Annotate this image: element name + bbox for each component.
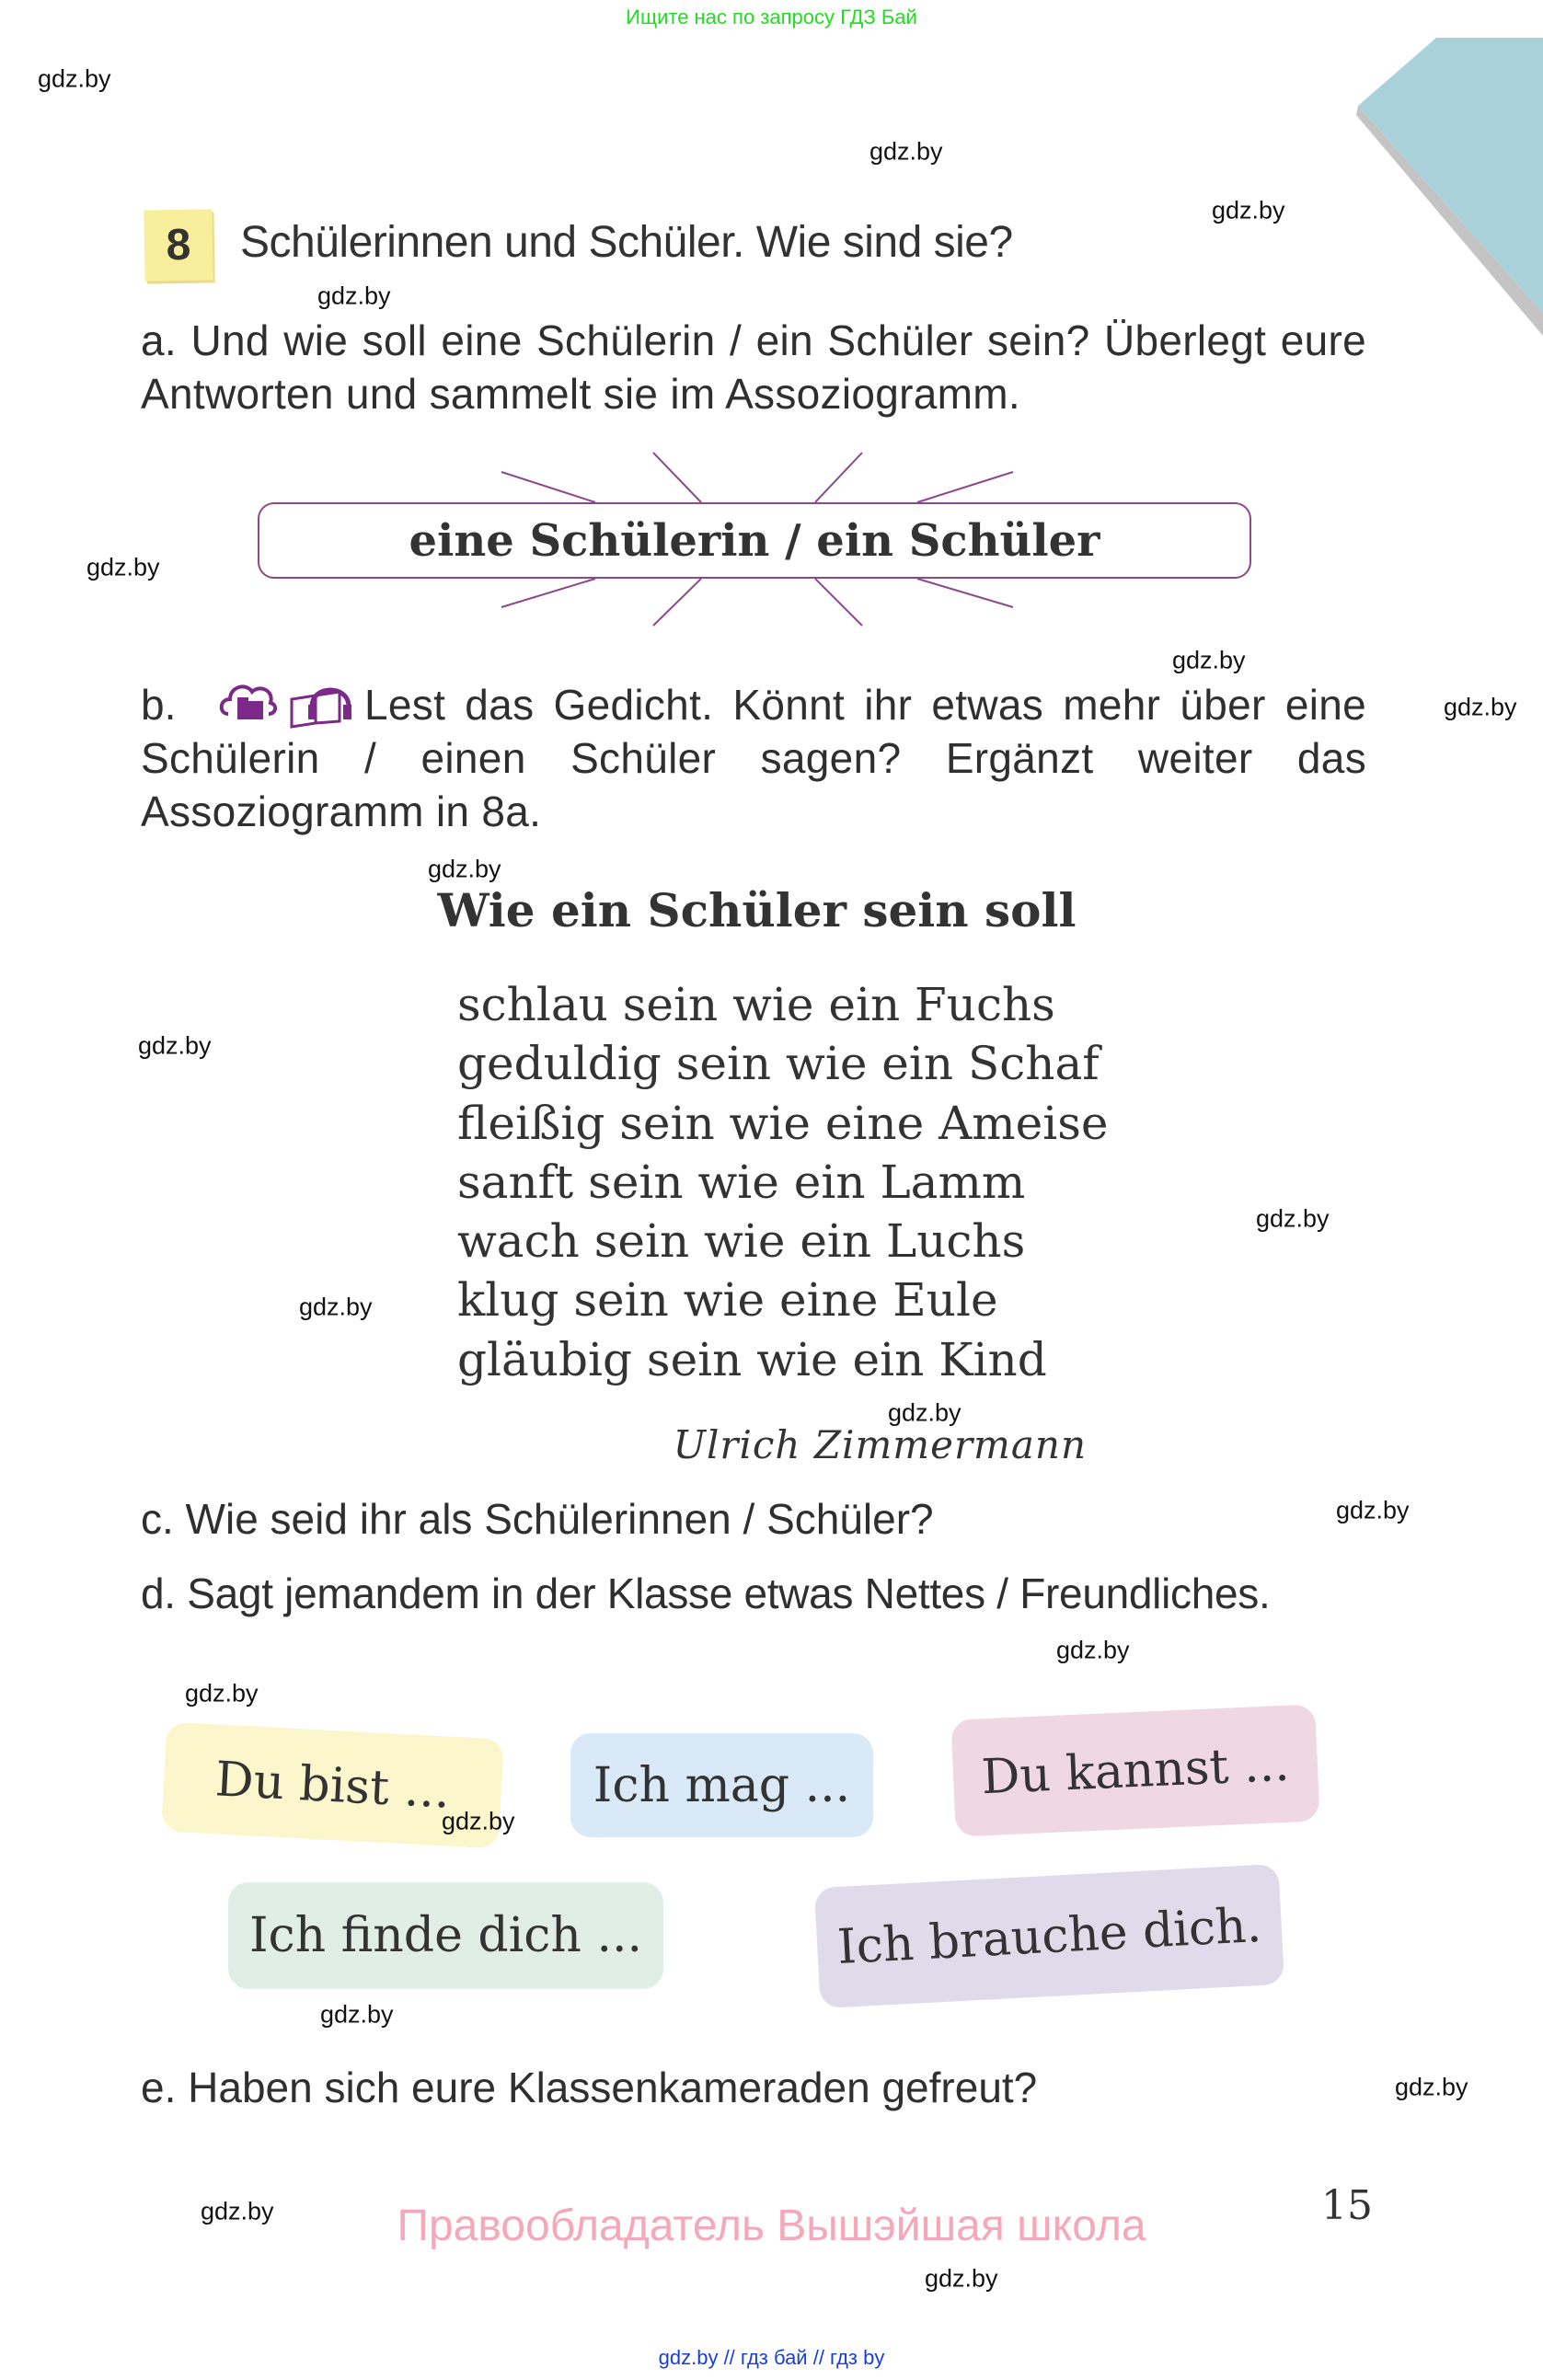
book-headphones-icon	[288, 679, 354, 729]
watermark: gdz.by	[1056, 1636, 1130, 1664]
poem-line: geduldig sein wie ein Schaf	[457, 1037, 1100, 1091]
watermark: gdz.by	[869, 137, 943, 166]
task-b: Lest das Gedicht. Könnt ihr etwas mehr über eine Schülerin / einen Schüler sagen? Ergänzt weiter das Assoziogramm in 8a.	[141, 681, 1366, 835]
task-b-label: b.	[141, 681, 177, 729]
sticker-ich-brauche-dich: Ich brauche dich.	[814, 1864, 1284, 2008]
sticker-ich-finde-dich: Ich finde dich ...	[228, 1882, 663, 1989]
watermark: gdz.by	[317, 282, 391, 310]
poem-line: wach sein wie ein Luchs	[457, 1214, 1026, 1269]
task-c: c. Wie seid ihr als Schülerinnen / Schüler?	[141, 1495, 934, 1543]
watermark: gdz.by	[1256, 1204, 1330, 1233]
task-a: a. Und wie soll eine Schülerin / ein Schüler sein? Überlegt eure Antworten und sammelt sie im Assoziogramm.	[141, 316, 1366, 418]
watermark: gdz.by	[888, 1398, 961, 1427]
watermark: gdz.by	[38, 64, 111, 93]
exercise-number: 8	[144, 209, 213, 281]
watermark: gdz.by	[86, 553, 160, 581]
top-search-note: Ищите нас по запросу ГДЗ Бай	[626, 6, 917, 29]
page-number: 15	[1321, 2182, 1373, 2229]
watermark: gdz.by	[138, 1031, 212, 1060]
watermark: gdz.by	[1395, 2073, 1468, 2101]
watermark: gdz.by	[428, 855, 501, 883]
watermark: gdz.by	[1444, 693, 1517, 721]
exercise-title: Schülerinnen und Schüler. Wie sind sie?	[240, 218, 1013, 267]
sticker-ich-mag: Ich mag ...	[570, 1733, 873, 1837]
watermark: gdz.by	[1212, 196, 1285, 224]
poem-author: Ulrich Zimmermann	[673, 1422, 1087, 1467]
poem-title: Wie ein Schüler sein soll	[437, 883, 1077, 937]
watermark: gdz.by	[185, 1679, 259, 1707]
sticker-du-kannst: Du kannst ...	[950, 1704, 1319, 1836]
rights-holder: Правообладатель Вышэйшая школа	[397, 2202, 1146, 2250]
watermark: gdz.by	[299, 1293, 373, 1321]
sticker-du-bist: Du bist ...	[161, 1721, 504, 1848]
bottom-link[interactable]: gdz.by // гдз бай // гдз by	[658, 2346, 885, 2369]
poem-body	[457, 975, 1108, 1389]
poem-line: sanft sein wie ein Lamm	[457, 1155, 1026, 1209]
watermark: gdz.by	[320, 2000, 394, 2029]
watermark: gdz.by	[1336, 1496, 1410, 1524]
watermark: gdz.by	[925, 2264, 998, 2293]
watermark: gdz.by	[201, 2197, 274, 2225]
watermark: gdz.by	[1172, 646, 1246, 674]
task-e: e. Haben sich eure Klassenkameraden gefreut?	[141, 2064, 1038, 2111]
poem-line: fleißig sein wie eine Ameise	[457, 1096, 1109, 1150]
watermark: gdz.by	[442, 1807, 515, 1835]
poem-line: schlau sein wie ein Fuchs	[457, 978, 1055, 1031]
assoziogramm-center: eine Schülerin / ein Schüler	[258, 502, 1251, 579]
task-d: d. Sagt jemandem in der Klasse etwas Nettes / Freundliches.	[141, 1569, 1271, 1617]
poem-line: gläubig sein wie ein Kind	[457, 1332, 1047, 1386]
poem-line: klug sein wie eine Eule	[457, 1273, 998, 1328]
